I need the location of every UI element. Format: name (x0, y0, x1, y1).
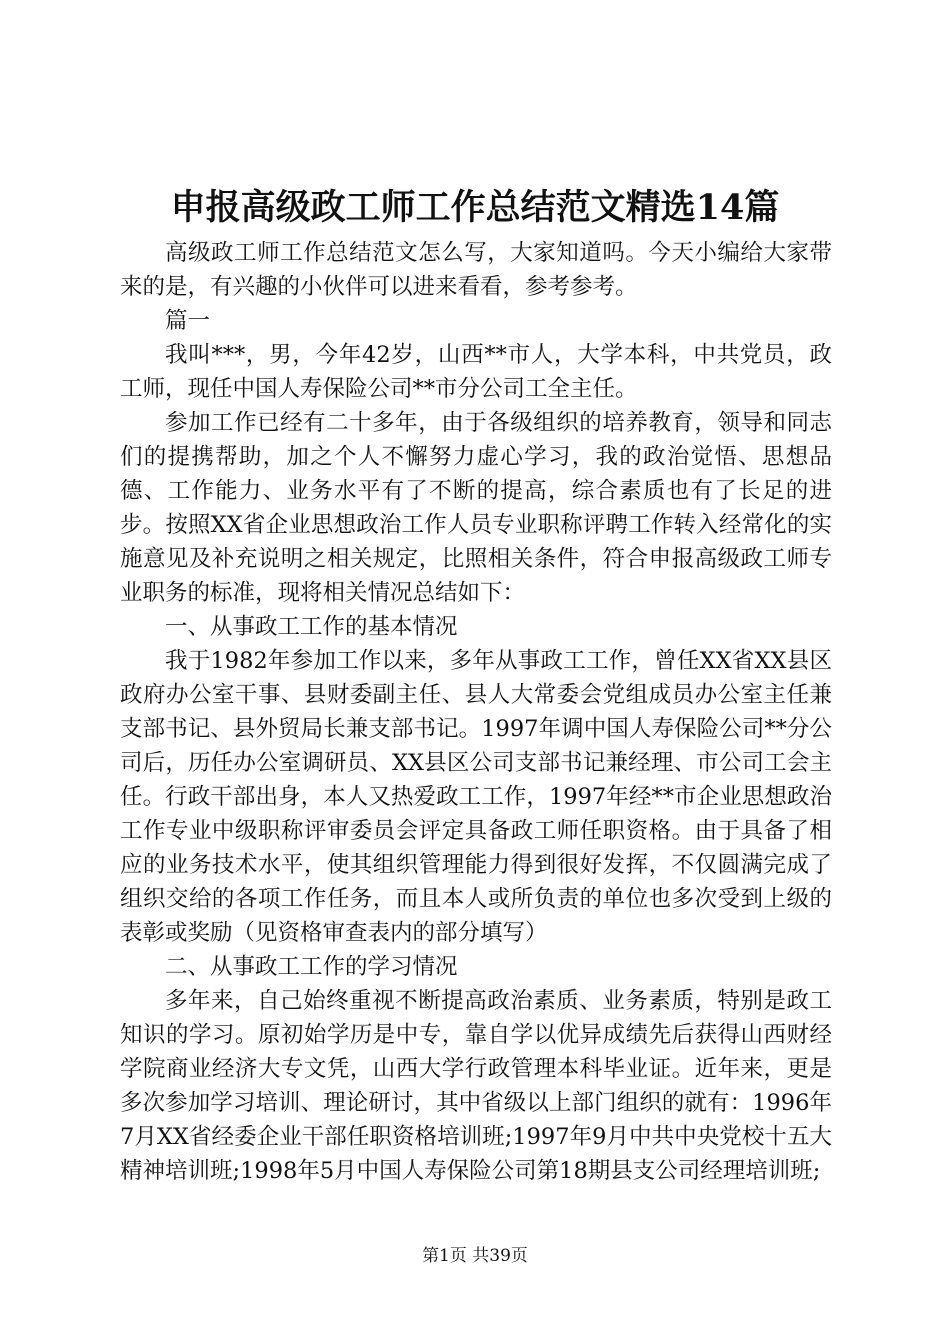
document-body (120, 236, 832, 1188)
paragraph-learning-situation: 多年来，自己始终重视不断提高政治素质、业务素质，特别是政工知识的学习。原初始学历是中专，靠自学以优异成绩先后获得山西财经学院商业经济大专文凭，山西大学行政管理本科毕业证。近年来，更是多次参加学习培训、理论研讨，其中省级以上部门组织的就有：1996年7月XX省经委企业干部任职资格培训班;1997年9月中共中央党校十五大精神培训班;1998年5月中国人寿保险公司第18期县支公司经理培训班; (120, 988, 832, 1184)
heading-learning-situation: 二、从事政工工作的学习情况 (165, 954, 458, 980)
paragraph-intro: 高级政工师工作总结范文怎么写，大家知道吗。今天小编给大家带来的是，有兴趣的小伙伴可以进来看看，参考参考。 (120, 240, 832, 300)
page-number-footer: 第1页 共39页 (422, 1246, 528, 1266)
paragraph-self-intro: 我叫***，男，今年42岁，山西**市人，大学本科，中共党员，政工师，现任中国人寿保险公司**市分公司工全主任。 (120, 342, 832, 402)
paragraph-basic-situation: 我于1982年参加工作以来，多年从事政工工作，曾任XX省XX县区政府办公室干事、县财委副主任、县人大常委会党组成员办公室主任兼支部书记、县外贸局长兼支部书记。1997年调中国人寿保险公司**分公司后，历任办公室调研员、XX县区公司支部书记兼经理、市公司工会主任。行政干部出身，本人又热爱政工工作，1997年经**市企业思想政治工作专业中级职称评审委员会评定具备政工师任职资格。由于具备了相应的业务技术水平，使其组织管理能力得到很好发挥，不仅圆满完成了组织交给的各项工作任务，而且本人或所负责的单位也多次受到上级的表彰或奖励（见资格审查表内的部分填写） (120, 648, 832, 946)
paragraph-overview: 参加工作已经有二十多年，由于各级组织的培养教育，领导和同志们的提携帮助，加之个人不懈努力虚心学习，我的政治觉悟、思想品德、工作能力、业务水平有了不断的提高，综合素质也有了长足的进步。按照XX省企业思想政治工作人员专业职称评聘工作转入经常化的实施意见及补充说明之相关规定，比照相关条件，符合申报高级政工师专业职务的标准，现将相关情况总结如下： (120, 410, 832, 606)
paragraph-section-label: 篇一 (165, 308, 211, 334)
heading-basic-situation: 一、从事政工工作的基本情况 (165, 614, 458, 640)
document-title: 申报高级政工师工作总结范文精选14篇 (170, 187, 780, 228)
